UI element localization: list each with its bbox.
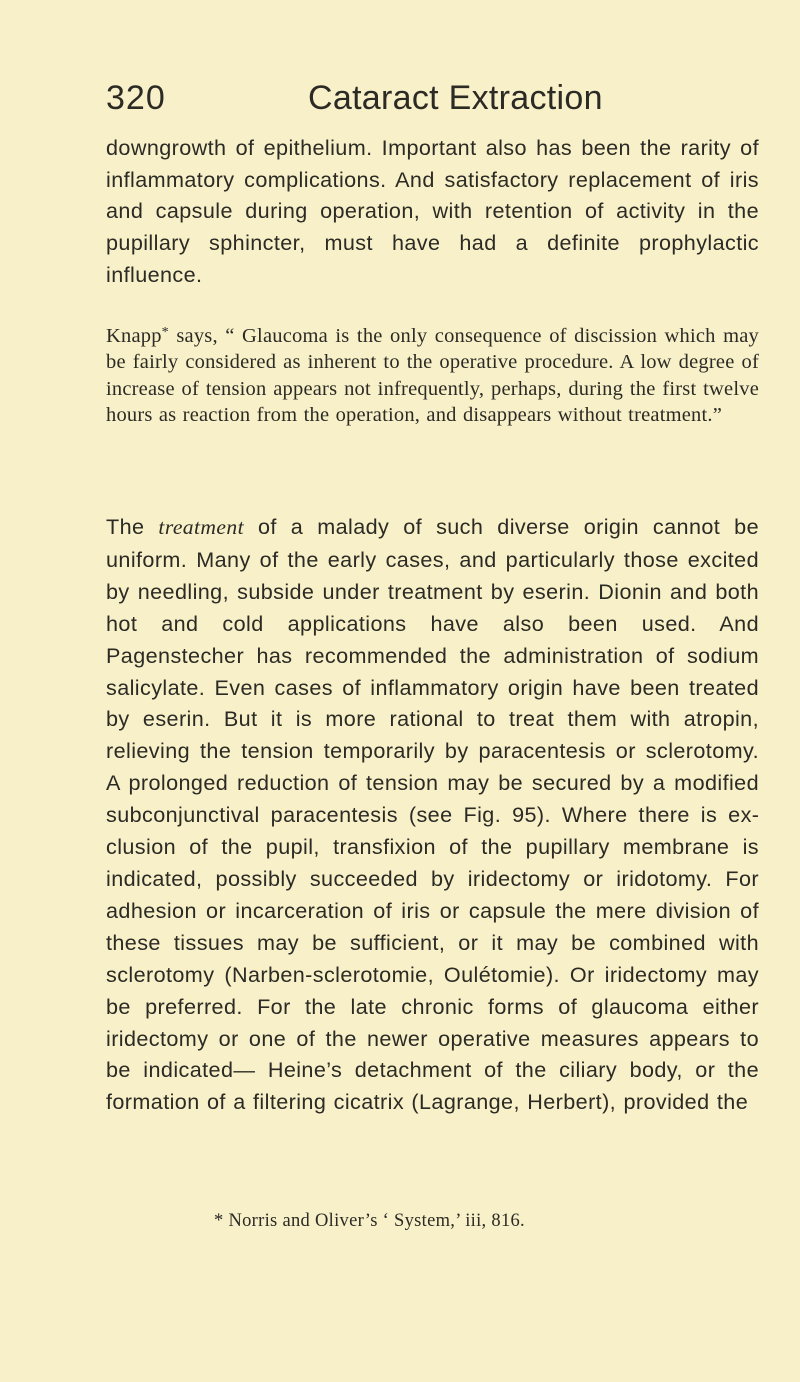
paragraph-knapp-quote <box>106 320 759 428</box>
paragraph-text: downgrowth of epithelium. Important also has been the rarity of inflammatory complications. And satisfactory replacement of iris and capsule during operation, with retention of activity in the pupillary sphincter, must have had a definite prophylactic influence. <box>106 135 759 287</box>
footnote: * Norris and Oliver’s ‘ System,’ iii, 816. <box>214 1211 525 1231</box>
treatment-text: of a malady of such diverse origin cannot be uniform. Many of the early cases, and particularly those excited by needling, subside under treatment by eserin. Dionin and both hot and cold applications have also been used. And Pagenstecher has recommended the administration of sodium salicylate. Even cases of inflammatory origin have been treated by eserin. But it is more rational to treat them with atropin, relieving the tension temporarily by paracentesis or sclerotomy. A prolonged reduction of tension may be secured by a modified subconjunctival paracentesis (see Fig. 95). Where there is exclusion of the pupil, transfixion of the pupillary membrane is indicated, possibly succeeded by iridectomy or iridotomy. For adhesion or incarceration of iris or capsule the mere division of these tissues may be sufficient, or it may be combined with sclerotomy (Narben-sclerotomie, Oulétomie). Or iridectomy may be preferred. For the late chronic forms of glaucoma either iridectomy or one of the newer operative measures appears to be indicated— Heine’s detachment of the ciliary body, or the formation of a filtering cicatrix (Lagrange, Herbert), provided the <box>106 514 759 1115</box>
running-title: Cataract Extraction <box>308 79 603 117</box>
quote-text: says, “ Glaucoma is the only consequence of discission which may be fairly considered as inherent to the operative procedure. A low degree of increase of tension appears not infrequently, perhaps, during the first twelve hours as reaction from the operation, and disappears without treatment.” <box>106 325 759 426</box>
italic-word: treatment <box>158 515 244 539</box>
lead-word: The <box>106 514 159 539</box>
page-number: 320 <box>106 79 166 117</box>
paragraph-text <box>106 320 759 428</box>
footnote-reference-mark: * <box>161 325 169 340</box>
paragraph-epithelium <box>106 132 759 291</box>
paragraph-treatment <box>106 511 759 1118</box>
author-name: Knapp <box>106 325 162 347</box>
paragraph-text <box>106 511 759 1118</box>
